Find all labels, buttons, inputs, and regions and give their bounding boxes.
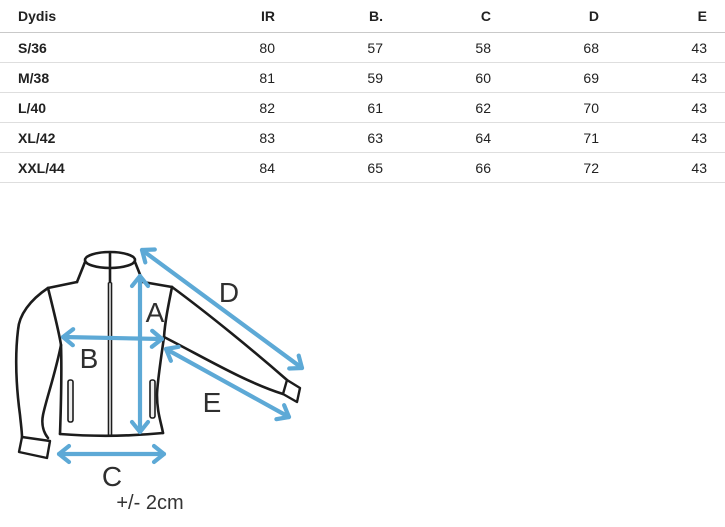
- value-cell: 83: [185, 123, 293, 153]
- value-cell: 63: [293, 123, 401, 153]
- value-cell: 64: [401, 123, 509, 153]
- table-header-row: [0, 0, 725, 33]
- measurement-label-e: E: [202, 387, 222, 418]
- column-header-c: C: [401, 0, 509, 33]
- table-row: [0, 33, 725, 63]
- value-cell: 43: [617, 153, 725, 183]
- column-header-dydis: Dydis: [0, 0, 185, 33]
- size-label-cell: M/38: [0, 63, 185, 93]
- value-cell: 59: [293, 63, 401, 93]
- measurement-label-c: C: [101, 461, 123, 492]
- measurement-arrow-b: [63, 337, 162, 339]
- value-cell: 84: [185, 153, 293, 183]
- value-cell: 58: [401, 33, 509, 63]
- right-cuff: [283, 380, 300, 402]
- size-table: [0, 0, 725, 183]
- value-cell: 70: [509, 93, 617, 123]
- value-cell: 80: [185, 33, 293, 63]
- size-label-cell: XL/42: [0, 123, 185, 153]
- column-header-b: B.: [293, 0, 401, 33]
- value-cell: 62: [401, 93, 509, 123]
- value-cell: 68: [509, 33, 617, 63]
- measurement-label-a: A: [145, 297, 165, 328]
- value-cell: 43: [617, 93, 725, 123]
- table-row: [0, 123, 725, 153]
- measurement-label-d: D: [218, 277, 240, 308]
- left-pocket-slit: [68, 380, 73, 422]
- table-row: [0, 63, 725, 93]
- value-cell: 72: [509, 153, 617, 183]
- column-header-d: D: [509, 0, 617, 33]
- left-cuff: [19, 437, 50, 458]
- value-cell: 65: [293, 153, 401, 183]
- value-cell: 81: [185, 63, 293, 93]
- column-header-ir: IR: [185, 0, 293, 33]
- tolerance-note: +/- 2cm: [116, 492, 184, 514]
- size-label-cell: XXL/44: [0, 153, 185, 183]
- jacket-measurement-diagram: [0, 230, 330, 527]
- right-pocket-slit: [150, 380, 155, 418]
- value-cell: 57: [293, 33, 401, 63]
- measurement-arrow-e: [166, 349, 289, 417]
- value-cell: 61: [293, 93, 401, 123]
- size-label-cell: S/36: [0, 33, 185, 63]
- value-cell: 71: [509, 123, 617, 153]
- value-cell: 69: [509, 63, 617, 93]
- value-cell: 66: [401, 153, 509, 183]
- value-cell: 43: [617, 123, 725, 153]
- table-row: [0, 153, 725, 183]
- size-label-cell: L/40: [0, 93, 185, 123]
- value-cell: 60: [401, 63, 509, 93]
- value-cell: 43: [617, 63, 725, 93]
- table-row: [0, 93, 725, 123]
- measurement-label-b: B: [79, 343, 99, 374]
- value-cell: 82: [185, 93, 293, 123]
- value-cell: 43: [617, 33, 725, 63]
- column-header-e: E: [617, 0, 725, 33]
- jacket-outline: [16, 252, 300, 458]
